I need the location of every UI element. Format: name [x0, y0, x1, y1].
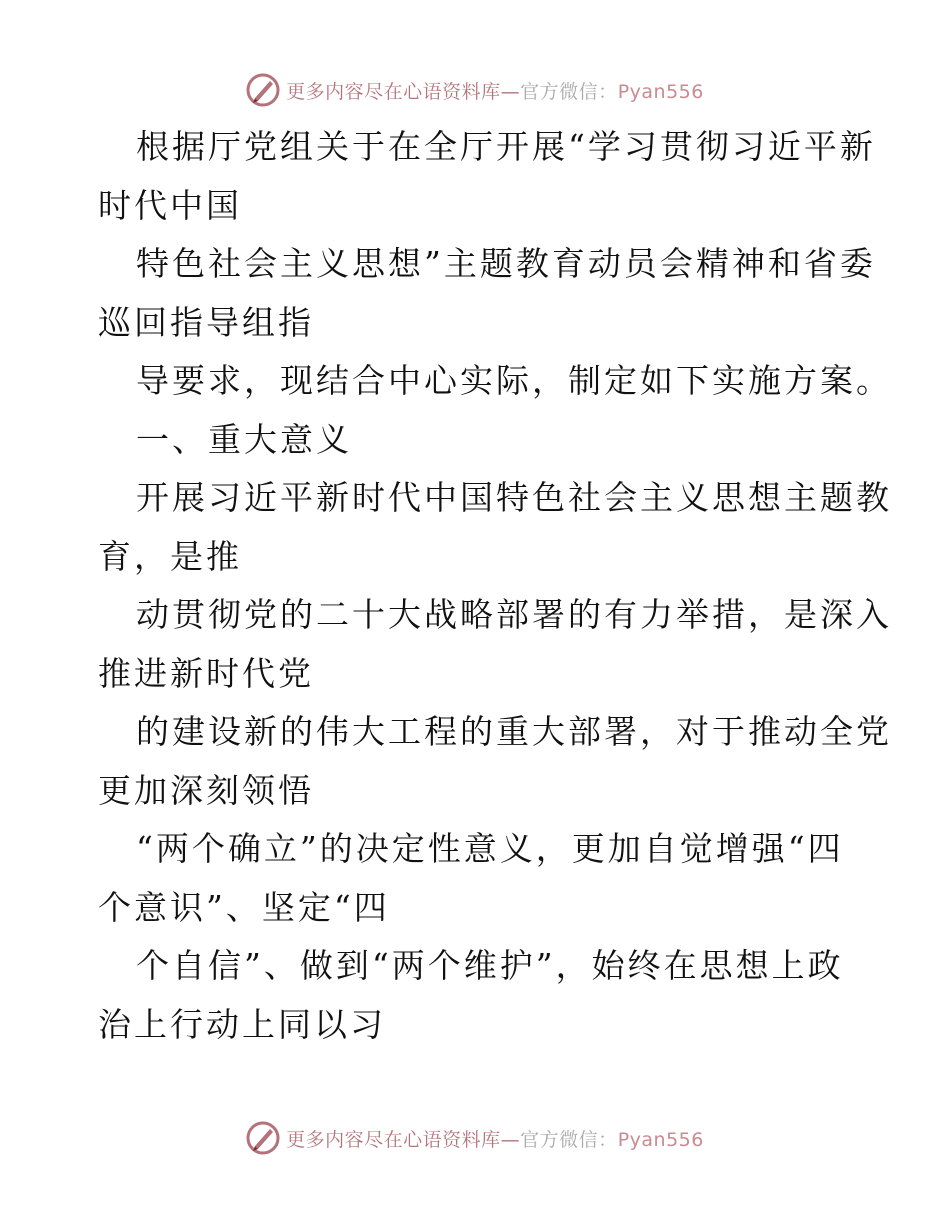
text-line: 巡回指导组指	[98, 302, 314, 342]
watermark-dash: —	[500, 80, 521, 103]
text-line: 治上行动上同以习	[98, 1004, 386, 1044]
text-line: 根据厅党组关于在全厅开展“学习贯彻习近平新	[136, 127, 876, 166]
text-line: 特色社会主义思想”主题教育动员会精神和省委	[136, 244, 876, 283]
watermark-handle: Pyan556	[617, 1128, 704, 1151]
text-line: “两个确立”的决定性意义，更加自觉增强“四	[136, 829, 844, 868]
watermark-wechat-label: 官方微信：	[520, 80, 618, 103]
pen-logo-icon	[246, 73, 280, 107]
watermark-site: 更多内容尽在心语资料库	[286, 1128, 501, 1151]
text-line: 推进新时代党	[98, 653, 314, 693]
text-line: 个自信”、做到“两个维护”，始终在思想上政	[136, 946, 844, 985]
watermark-text	[286, 1125, 704, 1152]
text-line: 的建设新的伟大工程的重大部署，对于推动全党	[136, 712, 892, 751]
header-watermark	[0, 70, 950, 110]
text-line: 导要求，现结合中心实际，制定如下实施方案。	[136, 361, 892, 400]
watermark-dash: —	[500, 1128, 521, 1151]
watermark-text	[286, 77, 704, 104]
watermark-site: 更多内容尽在心语资料库	[286, 80, 501, 103]
text-line: 动贯彻党的二十大战略部署的有力举措，是深入	[136, 595, 892, 634]
watermark-wechat-label: 官方微信：	[520, 1128, 618, 1151]
watermark-handle: Pyan556	[617, 80, 704, 103]
footer-watermark	[0, 1118, 950, 1158]
text-line: 育，是推	[98, 536, 242, 576]
text-line: 更加深刻领悟	[98, 770, 314, 810]
text-line: 开展习近平新时代中国特色社会主义思想主题教	[136, 478, 892, 517]
text-line: 个意识”、坚定“四	[98, 887, 390, 927]
document-body	[98, 118, 892, 1054]
section-heading: 一、重大意义	[136, 419, 352, 459]
pen-logo-icon	[246, 1121, 280, 1155]
text-line: 时代中国	[98, 185, 242, 225]
